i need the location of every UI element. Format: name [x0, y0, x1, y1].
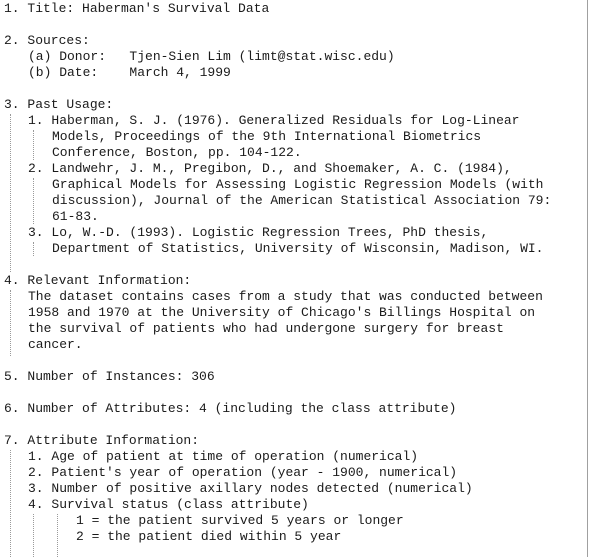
reference-2-line-3: discussion), Journal of the American Statistical Association 79: [52, 193, 552, 208]
attribute-info-heading: 7. Attribute Information: [4, 433, 200, 448]
relevant-info-heading: 4. Relevant Information: [4, 273, 192, 288]
class-value-1: 1 = the patient survived 5 years or longer [76, 513, 404, 528]
reference-1-line-3: Conference, Boston, pp. 104-122. [52, 145, 302, 160]
sources-heading: 2. Sources: [4, 33, 90, 48]
attributes-line: 6. Number of Attributes: 4 (including the class attribute) [4, 401, 457, 416]
sources-donor: (a) Donor: Tjen-Sien Lim (limt@stat.wisc.edu) [28, 49, 395, 64]
relevant-info-line-4: cancer. [28, 337, 83, 352]
attribute-item-2: 2. Patient's year of operation (year - 1900, numerical) [28, 465, 458, 480]
attribute-item-3: 3. Number of positive axillary nodes detected (numerical) [28, 481, 473, 496]
indent-guide [10, 290, 11, 356]
relevant-info-line-1: The dataset contains cases from a study that was conducted between [28, 289, 543, 304]
indent-guide [33, 514, 34, 557]
reference-3-line-2: Department of Statistics, University of Wisconsin, Madison, WI. [52, 241, 544, 256]
instances-line: 5. Number of Instances: 306 [4, 369, 215, 384]
class-value-2: 2 = the patient died within 5 year [76, 529, 342, 544]
sources-date: (b) Date: March 4, 1999 [28, 65, 231, 80]
indent-guide [10, 450, 11, 557]
reference-2-line-1: 2. Landwehr, J. M., Pregibon, D., and Shoemaker, A. C. (1984), [28, 161, 512, 176]
indent-guide [33, 242, 34, 256]
indent-guide [33, 130, 34, 160]
attribute-item-1: 1. Age of patient at time of operation (numerical) [28, 449, 419, 464]
relevant-info-line-2: 1958 and 1970 at the University of Chicago's Billings Hospital on [28, 305, 536, 320]
indent-guide [10, 114, 11, 272]
relevant-info-line-3: the survival of patients who had undergone surgery for breast [28, 321, 504, 336]
title-line: 1. Title: Haberman's Survival Data [4, 1, 270, 16]
reference-3-line-1: 3. Lo, W.-D. (1993). Logistic Regression Trees, PhD thesis, [28, 225, 489, 240]
reference-1-line-2: Models, Proceedings of the 9th International Biometrics [52, 129, 482, 144]
past-usage-heading: 3. Past Usage: [4, 97, 114, 112]
reference-1-line-1: 1. Haberman, S. J. (1976). Generalized Residuals for Log-Linear [28, 113, 520, 128]
indent-guide [33, 178, 34, 224]
reference-2-line-2: Graphical Models for Assessing Logistic Regression Models (with [52, 177, 544, 192]
indent-guide [57, 514, 58, 557]
reference-2-line-4: 61-83. [52, 209, 99, 224]
attribute-item-4: 4. Survival status (class attribute) [28, 497, 309, 512]
